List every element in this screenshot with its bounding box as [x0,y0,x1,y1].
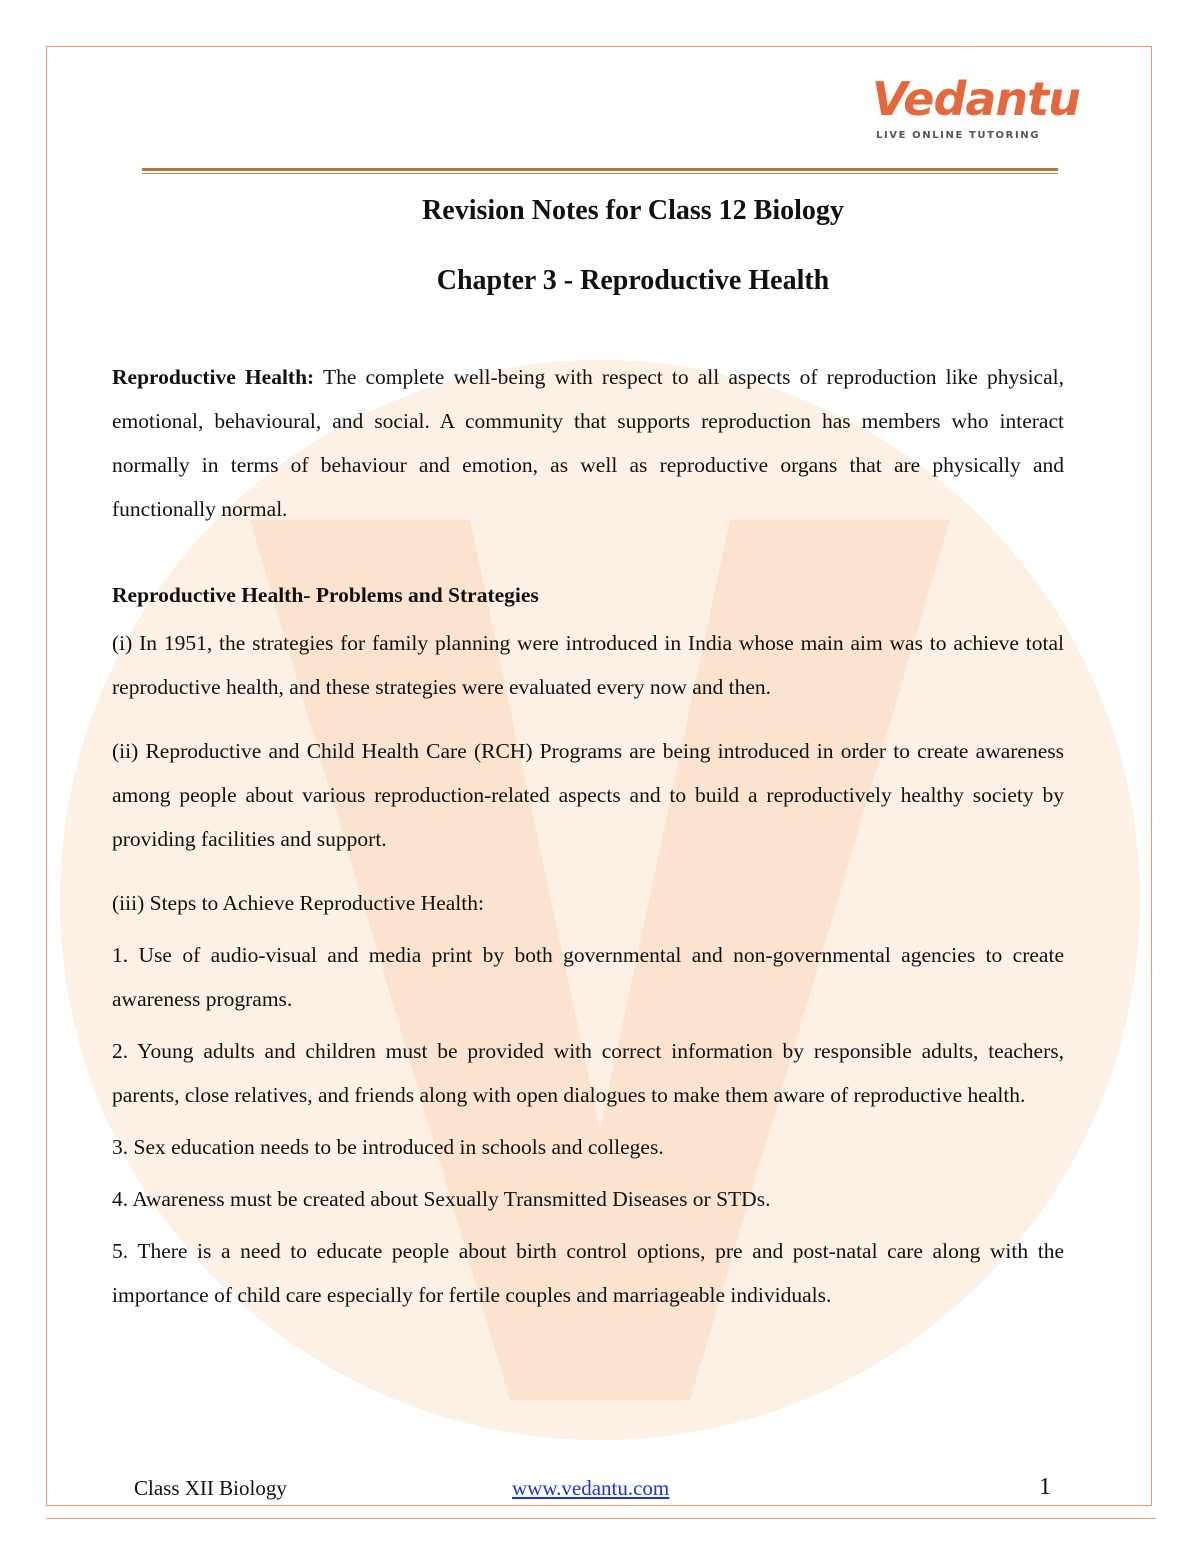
strategy-point: (iii) Steps to Achieve Reproductive Health: [112,891,484,915]
intro-paragraph [112,355,1064,531]
vedantu-logo [866,72,1080,152]
step-item: 2. Young adults and children must be provided with correct information by responsible adults, teachers, parents, close relatives, and friends along with open dialogues to make them aware of reproductive health. [112,1039,1064,1107]
header-divider [142,168,1058,174]
intro-term: Reproductive Health: [112,365,315,389]
footer-website-link[interactable]: www.vedantu.com [512,1476,670,1500]
document-title: Revision Notes for Class 12 Biology [422,195,844,226]
footer-divider [46,1518,1156,1519]
step-item: 3. Sex education needs to be introduced in schools and colleges. [112,1135,664,1159]
chapter-title: Chapter 3 - Reproductive Health [436,265,830,296]
strategy-point: (i) In 1951, the strategies for family planning were introduced in India whose main aim was to achieve total reproductive health, and these strategies were evaluated every now and then. [112,631,1064,699]
step-item: 5. There is a need to educate people about birth control options, pre and post-natal care along with the importance of child care especially for fertile couples and marriageable individuals. [112,1239,1064,1307]
document-body [112,195,1064,1325]
section-heading: Reproductive Health- Problems and Strategies [112,583,539,607]
strategy-point: (ii) Reproductive and Child Health Care (RCH) Programs are being introduced in order to create awareness among people about various reproduction-related aspects and to build a reproductively healthy society by providing facilities and support. [112,739,1064,851]
page-number: 1 [1039,1474,1051,1500]
step-item: 1. Use of audio-visual and media print by both governmental and non-governmental agencies to create awareness programs. [112,943,1064,1011]
footer-class-label: Class XII Biology [134,1476,287,1500]
logo-tagline: LIVE ONLINE TUTORING [876,130,1041,141]
logo-wordmark: Vedantu [872,72,1080,126]
intro-text: The complete well-being with respect to all aspects of reproduction like physical, emotional, behavioural, and social. A community that supports reproduction has members who interact normally in terms of behaviour and emotion, as well as reproductive organs that are physically and functionally normal. [112,365,1064,521]
step-item: 4. Awareness must be created about Sexually Transmitted Diseases or STDs. [112,1187,771,1211]
